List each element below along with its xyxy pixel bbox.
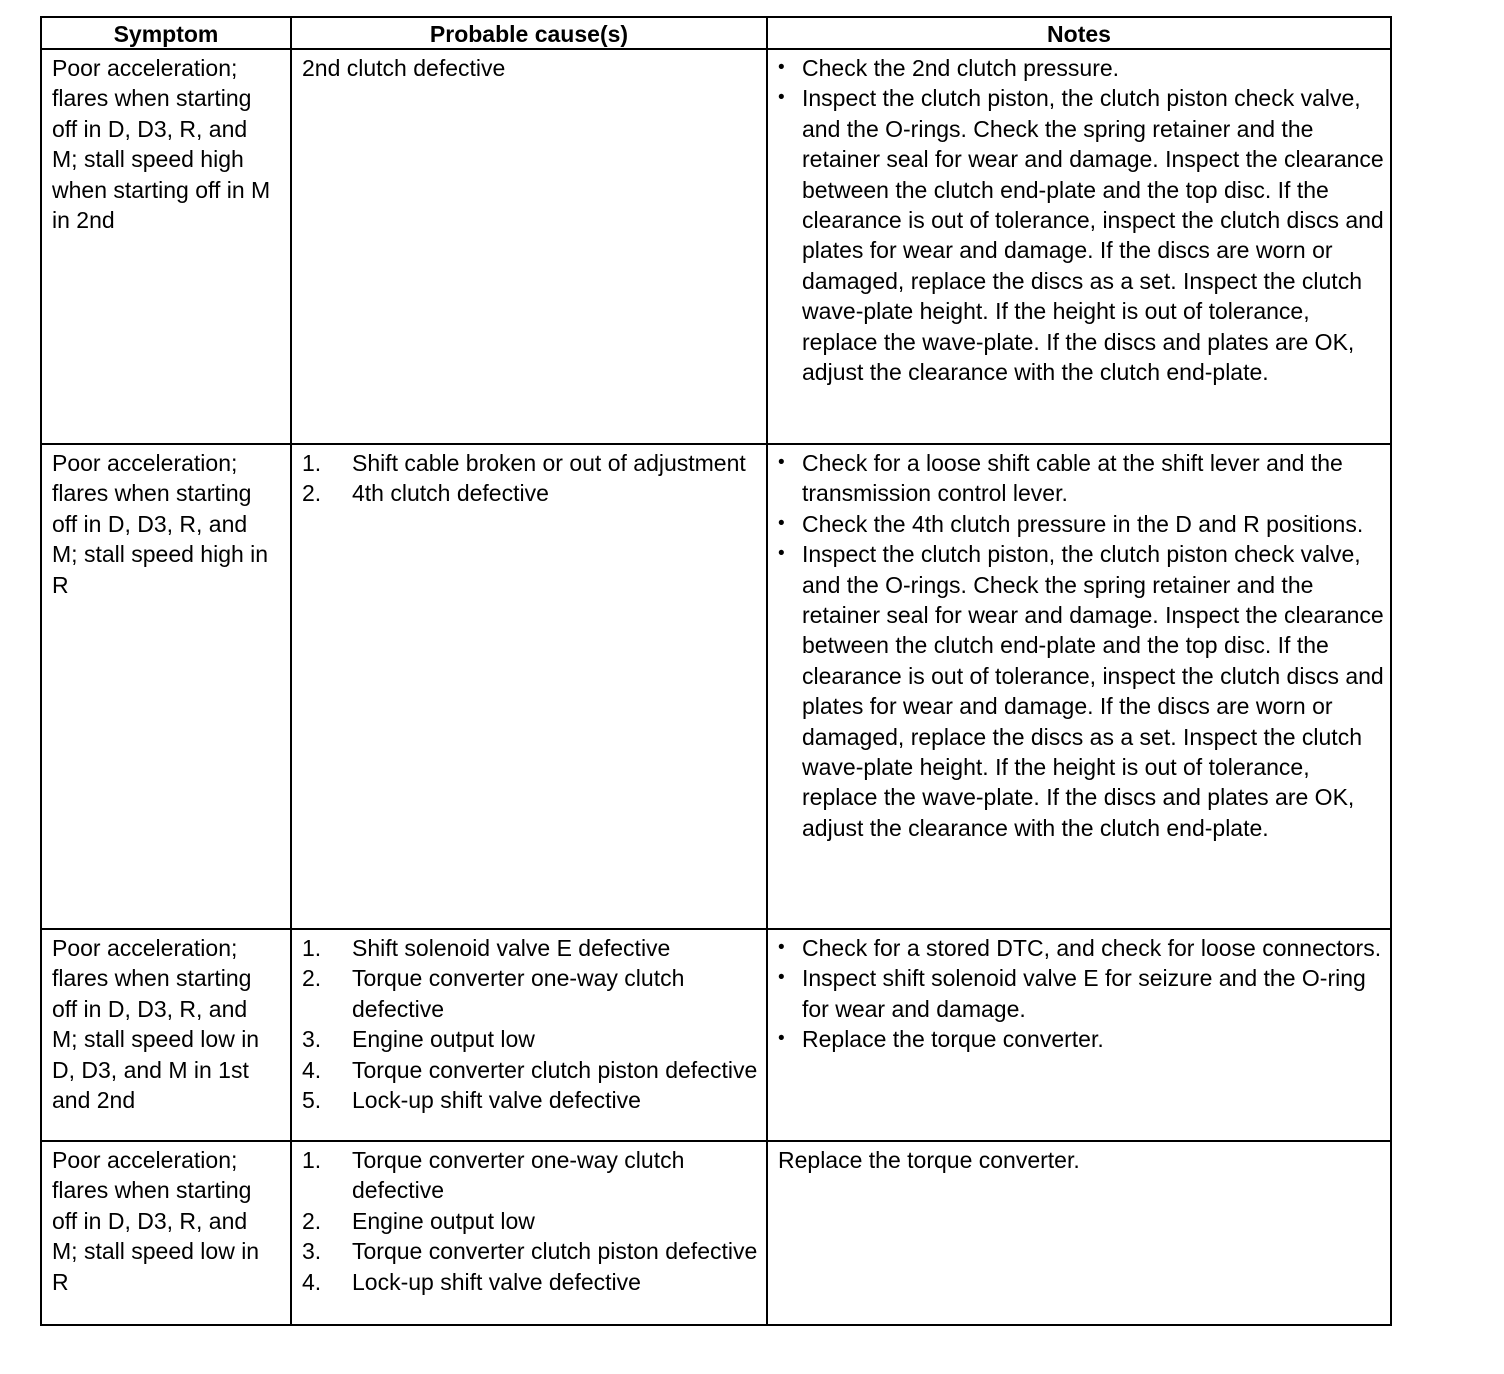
header-row xyxy=(41,17,1391,49)
symptom-cell: Poor acceleration; flares when starting off in D, D3, R, and M; stall speed high in R xyxy=(41,444,291,929)
cause-item: 2. Torque converter one-way clutch defective xyxy=(302,965,685,1022)
header-symptom: Symptom xyxy=(41,17,291,49)
bullet-icon: • xyxy=(778,512,785,534)
note-list xyxy=(778,53,1384,387)
cause-item: 1. Shift cable broken or out of adjustment xyxy=(302,450,746,476)
cause-cell xyxy=(291,1141,767,1325)
bullet-icon: • xyxy=(778,937,785,958)
note-list xyxy=(778,448,1384,843)
cause-item: 1. Torque converter one-way clutch defective xyxy=(302,1147,685,1204)
cause-cell xyxy=(291,929,767,1141)
notes-cell xyxy=(767,929,1391,1141)
bullet-icon: • xyxy=(778,1028,785,1050)
note-item: • Check the 4th clutch pressure in the D and R positions. xyxy=(778,509,1384,539)
bullet-icon: • xyxy=(778,543,785,565)
troubleshooting-table xyxy=(40,16,1392,1326)
cause-list xyxy=(302,448,760,509)
notes-cell: Replace the torque converter. xyxy=(767,1141,1391,1325)
note-item: • Inspect shift solenoid valve E for seizure and the O-ring for wear and damage. xyxy=(778,963,1384,1024)
notes-cell xyxy=(767,444,1391,929)
note-list xyxy=(778,933,1384,1055)
note-item: • Check for a loose shift cable at the shift lever and the transmission control lever. xyxy=(778,448,1384,509)
cause-list xyxy=(302,933,760,1115)
symptom-cell: Poor acceleration; flares when starting off in D, D3, R, and M; stall speed low in D, D3, and M in 1st and 2nd xyxy=(41,929,291,1141)
bullet-icon: • xyxy=(778,967,785,989)
cause-list xyxy=(302,1145,760,1297)
cause-item: 3. Torque converter clutch piston defective xyxy=(302,1238,758,1265)
table-row xyxy=(41,1141,1391,1325)
table-row xyxy=(41,929,1391,1141)
cause-cell xyxy=(291,444,767,929)
cause-item: 4. Torque converter clutch piston defective xyxy=(302,1056,758,1083)
cause-cell: 2nd clutch defective xyxy=(291,49,767,444)
note-item: • Inspect the clutch piston, the clutch piston check valve, and the O-rings. Check the spring retainer and the retainer seal for wear and damage. Inspect the clearance between the clutch end-plate and the top disc. If the clearance is out of tolerance, inspect the clutch discs and plates for wear and damage. If the discs are worn or damaged, replace the discs as a set. Inspect the clutch wave-plate height. If the height is out of tolerance, replace the wave-plate. If the discs and plates are OK, adjust the clearance with the clutch end-plate. xyxy=(778,539,1384,843)
note-item: • Check the 2nd clutch pressure. xyxy=(778,53,1384,83)
symptom-cell: Poor acceleration; flares when starting off in D, D3, R, and M; stall speed low in R xyxy=(41,1141,291,1325)
note-item: • Check for a stored DTC, and check for loose connectors. xyxy=(778,933,1384,963)
table-row xyxy=(41,444,1391,929)
note-item: • Inspect the clutch piston, the clutch piston check valve, and the O-rings. Check the spring retainer and the retainer seal for wear and damage. Inspect the clearance between the clutch end-plate and the top disc. If the clearance is out of tolerance, inspect the clutch discs and plates for wear and damage. If the discs are worn or damaged, replace the discs as a set. Inspect the clutch wave-plate height. If the height is out of tolerance, replace the wave-plate. If the discs and plates are OK, adjust the clearance with the clutch end-plate. xyxy=(778,83,1384,387)
cause-item: 2. Engine output low xyxy=(302,1207,535,1234)
header-notes: Notes xyxy=(767,17,1391,49)
cause-item: 1. Shift solenoid valve E defective xyxy=(302,935,671,961)
cause-item: 5. Lock-up shift valve defective xyxy=(302,1087,641,1114)
note-item: • Replace the torque converter. xyxy=(778,1024,1384,1054)
table-row xyxy=(41,49,1391,444)
bullet-icon: • xyxy=(778,87,785,109)
header-probable-causes: Probable cause(s) xyxy=(291,17,767,49)
bullet-icon: • xyxy=(778,57,785,78)
notes-cell xyxy=(767,49,1391,444)
cause-item: 2. 4th clutch defective xyxy=(302,480,549,507)
cause-item: 4. Lock-up shift valve defective xyxy=(302,1268,641,1295)
bullet-icon: • xyxy=(778,452,785,473)
cause-item: 3. Engine output low xyxy=(302,1026,535,1053)
symptom-cell: Poor acceleration; flares when starting off in D, D3, R, and M; stall speed high when starting off in M in 2nd xyxy=(41,49,291,444)
